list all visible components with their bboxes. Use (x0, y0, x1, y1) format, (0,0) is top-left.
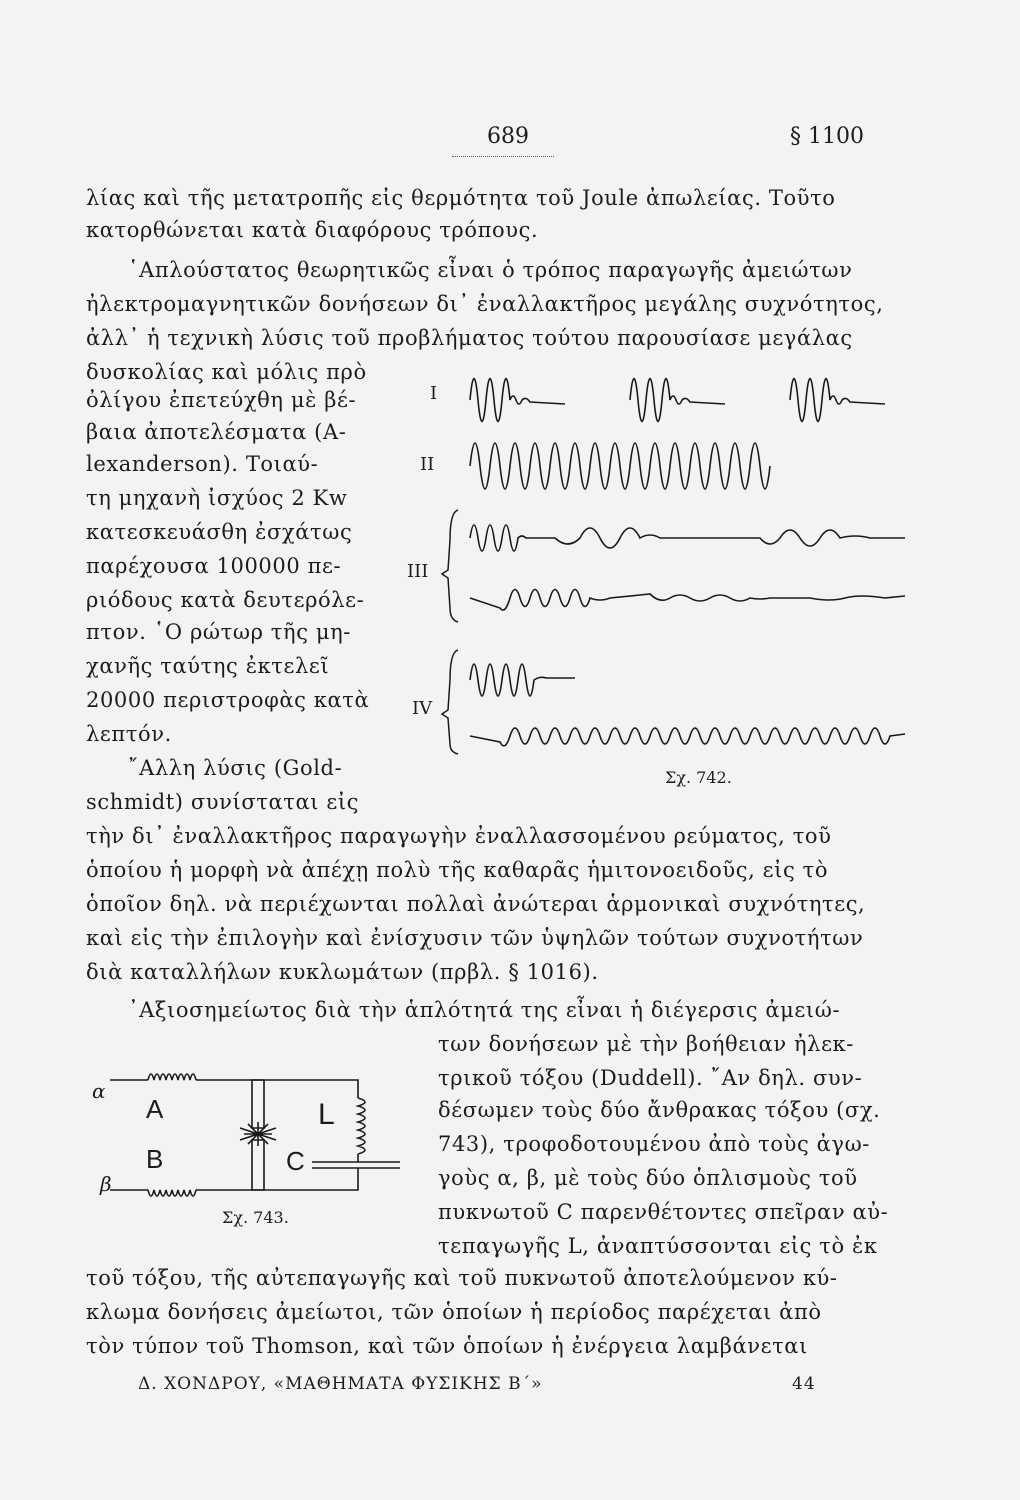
wire-top (196, 1080, 358, 1098)
coil-alpha (148, 1074, 196, 1080)
text-line: λίας καὶ τῆς μετατροπῆς εἰς θερμότητα τοῦ Joule ἀπωλείας. Τοῦτο (86, 186, 836, 210)
label-l: L (318, 1098, 335, 1131)
text-line: ῾Απλούστατος θεωρητικῶς εἶναι ὁ τρόπος παραγωγῆς ἀμειώτων (128, 258, 853, 282)
carbon-a (252, 1080, 264, 1128)
text-line: τη μηχανὴ ἰσχύος 2 Kw (86, 486, 348, 510)
text-line: δυσκολίας καὶ μόλις πρὸ (86, 360, 367, 384)
text-line: ῎Αλλη λύσις (Gold- (128, 756, 343, 780)
text-line: βαια ἀποτελέσματα (Α- (86, 420, 347, 444)
text-line: ὁποῖον δηλ. νὰ περιέχωνται πολλαὶ ἀνώτεραι ἁρμονικαὶ συχνότητες, (86, 892, 866, 916)
section-number: § 1100 (790, 124, 864, 149)
coil-beta (148, 1190, 196, 1196)
text-line: ριόδους κατὰ δευτερόλε- (86, 588, 365, 612)
capacitor-c (312, 1162, 400, 1168)
text-line: lexanderson). Τοιαύ- (86, 452, 319, 476)
label-alpha: α (92, 1079, 106, 1103)
text-line: 20000 περιστροφὰς κατὰ (86, 688, 370, 712)
carbon-b (252, 1140, 264, 1190)
fig742-label-iv: IV (412, 698, 433, 719)
text-line: schmidt) συνίσταται εἰς (86, 790, 360, 814)
text-line: πτον. ῾Ο ρώτωρ τῆς μη- (86, 620, 351, 644)
page-number: 689 (487, 124, 529, 149)
text-line: ᾿Αξιοσημείωτος διὰ τὴν ἁπλότητά της εἶναι ἡ διέγερσις ἀμειώ- (128, 998, 841, 1022)
text-line: ἀλλ᾿ ἡ τεχνικὴ λύσις τοῦ προβλήματος τούτου παρουσίασε μεγάλας (86, 326, 853, 350)
text-line: κατεσκευάσθη ἐσχάτως (86, 520, 353, 544)
wire-cap-down (258, 1168, 358, 1190)
text-line: τρικοῦ τόξου (Duddell). ῎Αν δηλ. συν- (438, 1066, 863, 1090)
text-line: λεπτόν. (86, 722, 172, 746)
fig742-label-ii: II (420, 454, 435, 475)
text-line: τὸν τύπον τοῦ Thomson, καὶ τῶν ὁποίων ἡ ἐνέργεια λαμβάνεται (86, 1334, 808, 1358)
text-line: δέσωμεν τοὺς δύο ἄνθρακας τόξου (σχ. (438, 1098, 881, 1122)
label-b: B (146, 1144, 164, 1174)
text-line: κατορθώνεται κατὰ διαφόρους τρόπους. (86, 218, 539, 242)
text-line: των δονήσεων μὲ τὴν βοήθειαν ἠλεκ- (438, 1032, 854, 1056)
text-line: τοῦ τόξου, τῆς αὐτεπαγωγῆς καὶ τοῦ πυκνωτοῦ ἀποτελούμενον κύ- (86, 1266, 838, 1290)
text-line: καὶ εἰς τὴν ἐπιλογὴν καὶ ἐνίσχυσιν τῶν ὑψηλῶν τούτων συχνοτήτων (86, 926, 864, 950)
text-line: παρέχουσα 100000 πε- (86, 554, 342, 578)
text-line: γοὺς α, β, μὲ τοὺς δύο ὁπλισμοὺς τοῦ (438, 1166, 858, 1190)
text-line: διὰ καταλλήλων κυκλωμάτων (πρβλ. § 1016). (86, 960, 599, 984)
label-c: C (286, 1146, 305, 1176)
label-beta: β (100, 1172, 112, 1196)
footer-book-title: Δ. ΧΟΝΔΡΟΥ, «ΜΑΘΗΜΑΤΑ ΦΥΣΙΚΗΣ Β΄» (138, 1374, 543, 1394)
text-line: ἠλεκτρομαγνητικῶν δονήσεων δι᾿ ἐναλλακτῆρος μεγάλης συχνότητος, (86, 292, 884, 316)
arc-spark (240, 1122, 276, 1146)
footer-signature: 44 (792, 1374, 816, 1394)
text-line: τεπαγωγῆς L, ἀναπτύσσονται εἰς τὸ ἐκ (438, 1234, 878, 1258)
text-line: ὁποίου ἡ μορφὴ νὰ ἀπέχῃ πολὺ τῆς καθαρᾶς ἡμιτονοειδοῦς, εἰς τὸ (86, 858, 829, 882)
inductor-l (358, 1098, 365, 1154)
fig742-label-i: I (430, 383, 438, 404)
label-a: A (146, 1094, 164, 1124)
text-line: κλωμα δονήσεις ἀμείωτοι, τῶν ὁποίων ἡ περίοδος παρέχεται ἀπὸ (86, 1300, 822, 1324)
fig742-caption: Σχ. 742. (665, 768, 732, 787)
text-line: πυκνωτοῦ C παρενθέτοντες σπεῖραν αὐ- (438, 1200, 889, 1224)
text-line: χανῆς ταύτης ἐκτελεῖ (86, 654, 330, 678)
text-line: ὀλίγου ἐπετεύχθη μὲ βέ- (86, 388, 357, 412)
fig743-caption: Σχ. 743. (222, 1208, 289, 1227)
fig742-label-iii: III (407, 561, 429, 582)
text-line: 743), τροφοδοτουμένου ἀπὸ τοὺς ἀγω- (438, 1132, 870, 1156)
text-line: τὴν δι᾿ ἐναλλακτῆρος παραγωγὴν ἐναλλασσομένου ρεύματος, τοῦ (86, 824, 832, 848)
